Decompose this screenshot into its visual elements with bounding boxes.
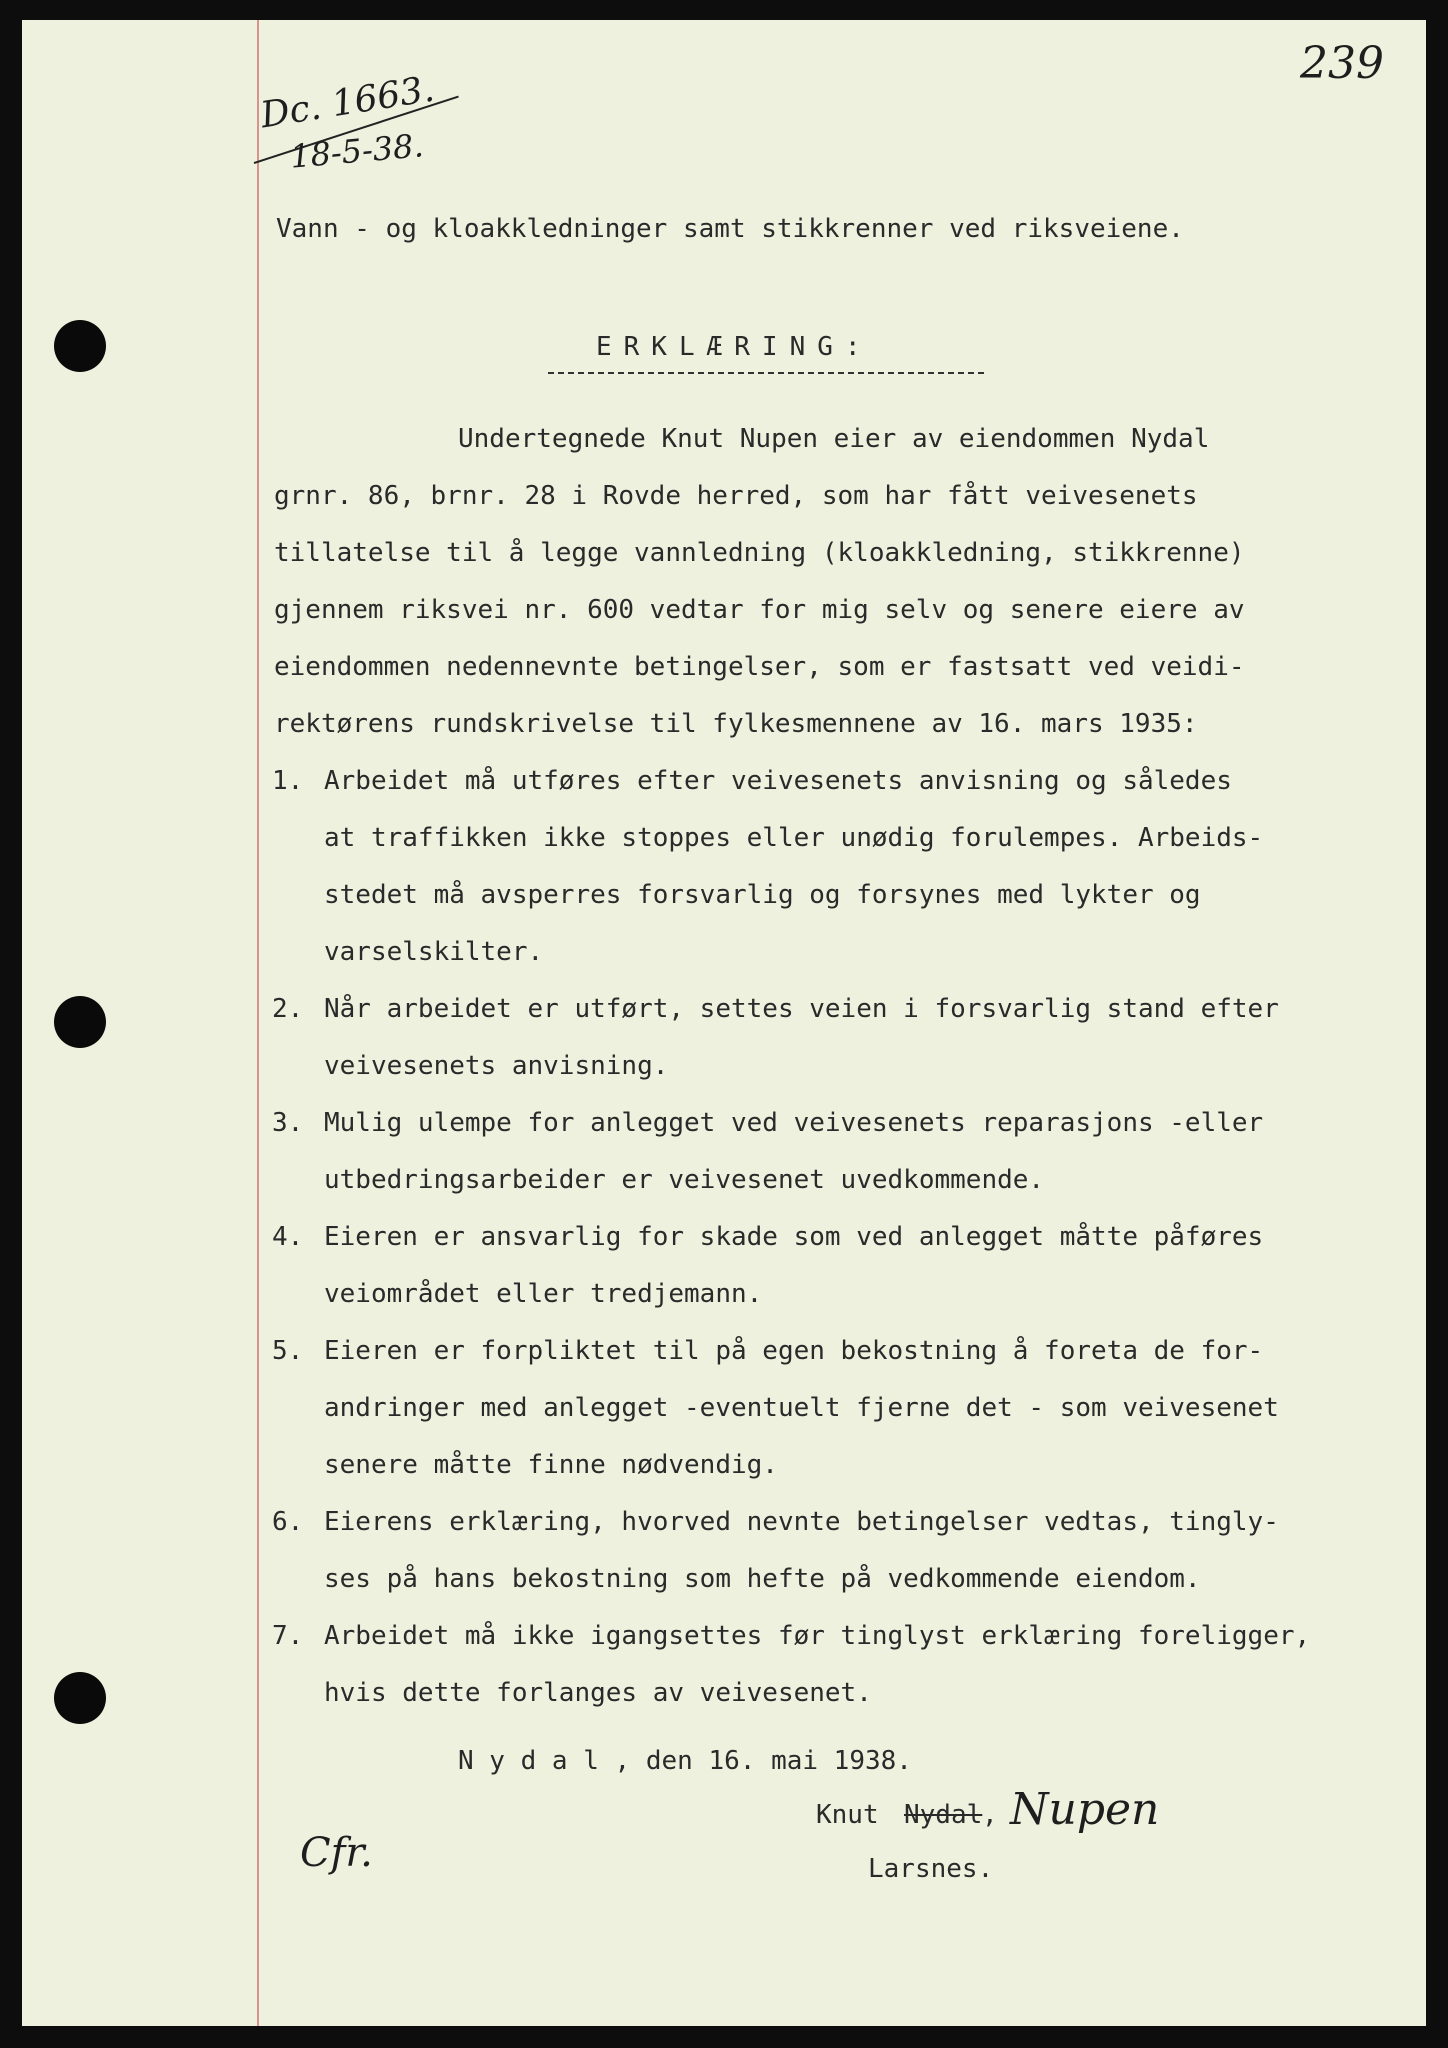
signature-struck-word: Nydal bbox=[904, 1800, 983, 1830]
margin-mark: Cfr. bbox=[300, 1830, 373, 1876]
condition-line: senere måtte finne nødvendig. bbox=[324, 1450, 778, 1480]
archive-note-line2: 18-5-38. bbox=[288, 126, 425, 176]
intro-line: grnr. 86, brnr. 28 i Rovde herred, som har fått veivesenets bbox=[274, 481, 1198, 511]
condition-line: Mulig ulempe for anlegget ved veivesenets reparasjons -eller bbox=[324, 1108, 1264, 1138]
condition-line: veivesenets anvisning. bbox=[324, 1051, 669, 1081]
condition-line: Når arbeidet er utført, settes veien i forsvarlig stand efter bbox=[324, 994, 1279, 1024]
punch-hole bbox=[54, 1672, 106, 1724]
intro-line: eiendommen nedennevnte betingelser, som er fastsatt ved veidi- bbox=[274, 652, 1245, 682]
condition-number: 7. bbox=[272, 1621, 304, 1651]
condition-number: 1. bbox=[272, 766, 304, 796]
condition-number: 4. bbox=[272, 1222, 304, 1252]
condition-line: hvis dette forlanges av veivesenet. bbox=[324, 1678, 872, 1708]
place-date: N y d a l , den 16. mai 1938. bbox=[458, 1746, 912, 1776]
intro-line: rektørens rundskrivelse til fylkesmennene av 16. mars 1935: bbox=[274, 709, 1198, 739]
condition-line: varselskilter. bbox=[324, 937, 544, 967]
signature-handwritten: Nupen bbox=[1010, 1784, 1160, 1835]
signature-typed-name: Knut bbox=[816, 1800, 879, 1830]
condition-line: utbedringsarbeider er veivesenet uvedkommende. bbox=[324, 1165, 1045, 1195]
condition-number: 3. bbox=[272, 1108, 304, 1138]
document-heading: ERKLÆRING: bbox=[596, 332, 873, 362]
signature-comma: , bbox=[982, 1800, 998, 1830]
condition-line: veiområdet eller tredjemann. bbox=[324, 1279, 763, 1309]
condition-line: stedet må avsperres forsvarlig og forsynes med lykter og bbox=[324, 880, 1201, 910]
signature-place: Larsnes. bbox=[868, 1854, 994, 1884]
condition-line: Eieren er forpliktet til på egen bekostning å foreta de for- bbox=[324, 1336, 1264, 1366]
punch-hole bbox=[54, 320, 106, 372]
condition-line: Eieren er ansvarlig for skade som ved anlegget måtte påføres bbox=[324, 1222, 1264, 1252]
condition-line: Eierens erklæring, hvorved nevnte betingelser vedtas, tingly- bbox=[324, 1507, 1279, 1537]
document-topic: Vann - og kloakkledninger samt stikkrenner ved riksveiene. bbox=[276, 214, 1184, 244]
condition-line: Arbeidet må ikke igangsettes før tinglyst erklæring foreligger, bbox=[324, 1621, 1311, 1651]
condition-number: 6. bbox=[272, 1507, 304, 1537]
condition-number: 2. bbox=[272, 994, 304, 1024]
document-page bbox=[22, 20, 1426, 2026]
intro-line: tillatelse til å legge vannledning (kloakkledning, stikkrenne) bbox=[274, 538, 1245, 568]
intro-line: gjennem riksvei nr. 600 vedtar for mig selv og senere eiere av bbox=[274, 595, 1245, 625]
punch-hole bbox=[54, 996, 106, 1048]
heading-underline bbox=[548, 372, 984, 374]
condition-number: 5. bbox=[272, 1336, 304, 1366]
condition-line: ses på hans bekostning som hefte på vedkommende eiendom. bbox=[324, 1564, 1201, 1594]
condition-line: andringer med anlegget -eventuelt fjerne det - som veivesenet bbox=[324, 1393, 1279, 1423]
intro-line: Undertegnede Knut Nupen eier av eiendommen Nydal bbox=[458, 424, 1210, 454]
page-number: 239 bbox=[1300, 38, 1384, 89]
condition-line: at traffikken ikke stoppes eller unødig forulempes. Arbeids- bbox=[324, 823, 1264, 853]
condition-line: Arbeidet må utføres efter veivesenets anvisning og således bbox=[324, 766, 1232, 796]
archive-note-line1: Dc. 1663. bbox=[257, 68, 438, 137]
margin-line bbox=[257, 20, 259, 2026]
